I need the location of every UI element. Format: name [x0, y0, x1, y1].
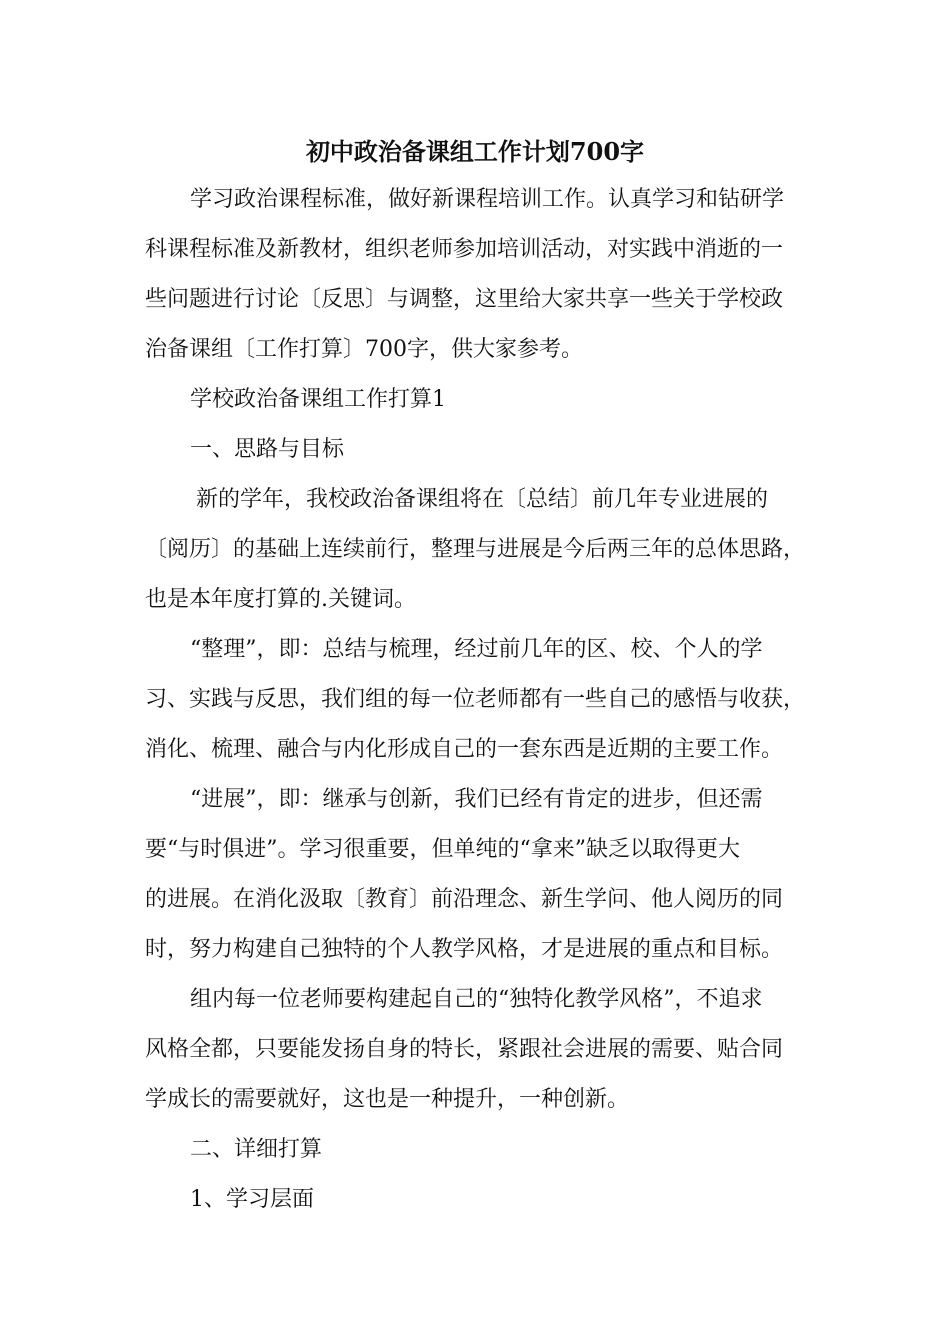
text-line: 组内每一位老师要构建起自己的“独特化教学风格”，不追求: [190, 987, 763, 1012]
text-line: 科课程标准及新教材，组织老师参加培训活动，对实践中消逝的一: [145, 237, 784, 262]
text-line: “进展”，即：继承与创新，我们已经有肯定的进步，但还需: [190, 787, 763, 812]
text-line: 一、思路与目标: [190, 437, 345, 462]
text-line: 学成长的需要就好，这也是一种提升，一种创新。: [145, 1087, 630, 1112]
text-line: 时，努力构建自己独特的个人教学风格，才是进展的重点和目标。: [145, 937, 784, 962]
text-line: 风格全都，只要能发扬自身的特长，紧跟社会进展的需要、贴合同: [145, 1037, 784, 1062]
text-line: “整理”，即：总结与梳理，经过前几年的区、校、个人的学: [190, 637, 763, 662]
text-line: 也是本年度打算的.关键词。: [145, 587, 416, 612]
text-line: 要“与时俱进”。学习很重要，但单纯的“拿来”缺乏以取得更大: [145, 837, 740, 862]
text-line: 些问题进行讨论〔反思〕与调整，这里给大家共享一些关于学校政: [145, 287, 784, 312]
text-line: 消化、梳理、融合与内化形成自己的一套东西是近期的主要工作。: [145, 737, 784, 762]
text-line: 〔阅历〕的基础上连续前行，整理与进展是今后两三年的总体思路，: [145, 537, 806, 562]
text-line: 的进展。在消化汲取〔教育〕前沿理念、新生学问、他人阅历的同: [145, 887, 784, 912]
text-line: 二、详细打算: [190, 1137, 323, 1162]
text-line: 治备课组〔工作打算〕700字，供大家参考。: [145, 337, 583, 362]
text-line: 学校政治备课组工作打算1: [190, 387, 446, 412]
document-title: 初中政治备课组工作计划700字: [305, 137, 645, 166]
text-line: 1、学习层面: [190, 1187, 314, 1212]
text-line: 学习政治课程标准，做好新课程培训工作。认真学习和钻研学: [190, 187, 785, 212]
text-line: 习、实践与反思，我们组的每一位老师都有一些自己的感悟与收获，: [145, 687, 806, 712]
text-line: 新的学年，我校政治备课组将在〔总结〕前几年专业进展的: [196, 487, 769, 512]
